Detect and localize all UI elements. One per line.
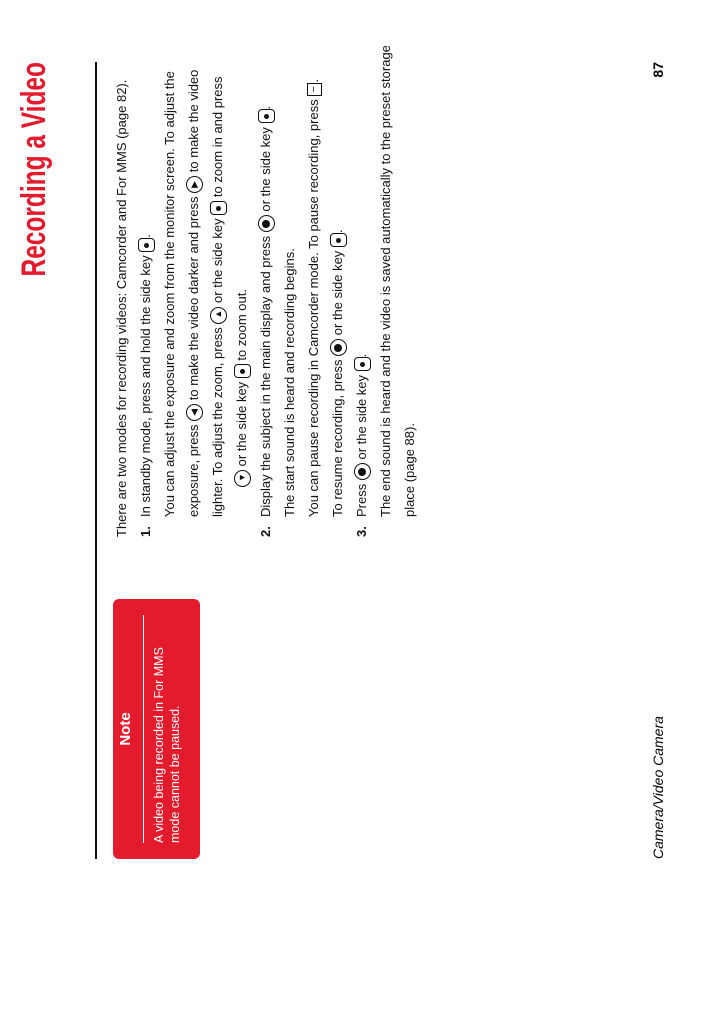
detail-text: to zoom in and press [210, 76, 225, 198]
footer-section-title: Camera/Video Camera [650, 716, 666, 859]
step-3-detail: The end sound is heard and the video is saved automatically to the preset storage [378, 45, 393, 517]
side-key-icon [258, 109, 275, 123]
step-1-detail: You can adjust the exposure and zoom from the monitor screen. To adjust the [162, 71, 177, 517]
note-heading: Note [117, 712, 134, 746]
detail-text: to make the video darker and press [186, 196, 201, 401]
nav-up-icon: ▲ [210, 307, 227, 324]
detail-text: You can pause recording in Camcorder mode. To pause recording, press [306, 99, 321, 517]
detail-text: lighter. To adjust the zoom, press [210, 327, 225, 517]
step-1-detail [230, 62, 254, 537]
nav-right-icon: ▶ [186, 176, 203, 193]
step-2-detail: The start sound is heard and recording begins. [282, 248, 297, 517]
instructions [110, 45, 422, 537]
detail-text: to zoom out. [234, 289, 249, 361]
detail-text: exposure, press [186, 424, 201, 517]
step-1 [134, 62, 158, 537]
step-number: 3. [354, 526, 369, 537]
step-2-detail [302, 62, 326, 537]
step-text: Display the subject in the main display and press [258, 235, 273, 517]
detail-text: or the side key [234, 381, 249, 467]
step-3-detail: place (page 88). [402, 423, 417, 517]
step-text: . [258, 105, 273, 110]
step-number: 1. [138, 526, 153, 537]
step-2 [254, 62, 278, 537]
detail-text: To resume recording, press [330, 359, 345, 517]
detail-text: or the side key [210, 218, 225, 303]
side-key-down-icon [234, 364, 251, 378]
side-key-up-icon [210, 201, 227, 215]
center-button-icon [258, 215, 275, 232]
page-number: 87 [650, 62, 666, 78]
detail-text: . [330, 229, 345, 234]
page-title: Recording a Video [15, 62, 53, 277]
soft-key-minus-icon: − [307, 83, 322, 96]
side-key-icon [138, 238, 155, 252]
step-number: 2. [258, 526, 273, 537]
step-text: or the side key [354, 374, 369, 460]
step-text: or the side key [258, 127, 273, 212]
step-text: In standby mode, press and hold the side key [138, 255, 153, 517]
detail-text: . [306, 79, 321, 83]
center-button-icon [354, 463, 371, 480]
step-1-detail [206, 62, 230, 537]
header-rule [95, 62, 97, 859]
nav-down-icon: ▼ [234, 470, 251, 487]
step-text: . [354, 353, 369, 358]
side-key-icon [354, 357, 371, 371]
side-key-icon [330, 233, 347, 247]
intro-text: There are two modes for recording videos: Camcorder and For MMS (page 82). [114, 79, 129, 537]
step-3 [350, 62, 374, 537]
note-divider [143, 615, 144, 843]
detail-text: or the side key [330, 250, 345, 336]
note-box [113, 599, 200, 859]
step-text: Press [354, 483, 369, 517]
note-text: A video being recorded in For MMS mode cannot be paused. [152, 647, 182, 843]
detail-text: to make the video [186, 69, 201, 173]
center-button-icon [330, 339, 347, 356]
step-text: . [138, 234, 153, 238]
nav-left-icon: ◀ [186, 404, 203, 421]
step-2-detail [326, 62, 350, 537]
step-1-detail [182, 62, 206, 537]
